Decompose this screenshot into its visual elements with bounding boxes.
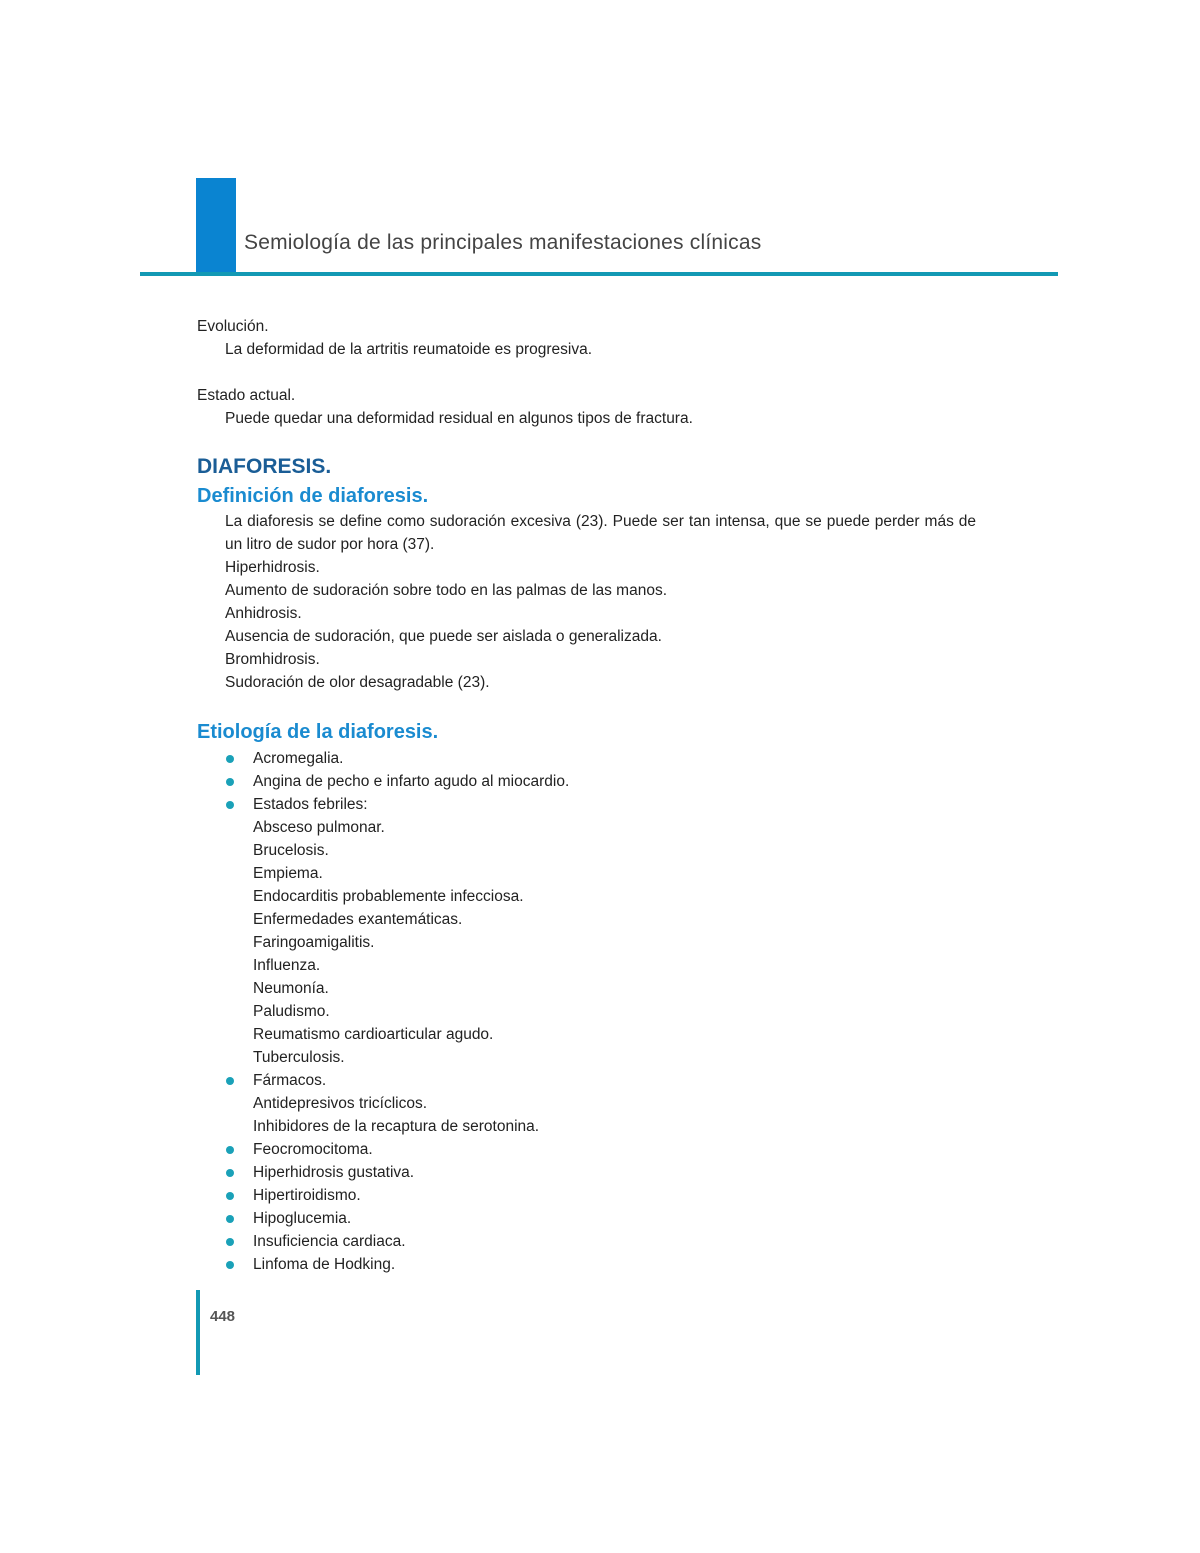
list-item: Hiperhidrosis gustativa. <box>253 1164 415 1181</box>
list-subitem: Antidepresivos tricíclicos. <box>253 1095 428 1112</box>
chapter-title: Semiología de las principales manifestaciones clínicas <box>244 231 762 254</box>
bullet-icon <box>226 1192 234 1200</box>
estado-actual-text: Puede quedar una deformidad residual en algunos tipos de fractura. <box>225 410 693 427</box>
evolucion-text: La deformidad de la artritis reumatoide es progresiva. <box>225 341 593 358</box>
header-accent-bar <box>196 178 236 274</box>
bullet-icon <box>226 1215 234 1223</box>
bullet-icon <box>226 1261 234 1269</box>
list-item: Hipertiroidismo. <box>253 1187 361 1204</box>
definition-bromhidrosis: Sudoración de olor desagradable (23). <box>225 674 490 691</box>
footer-rule <box>196 1290 200 1375</box>
bullet-icon <box>226 801 234 809</box>
list-item: Acromegalia. <box>253 750 344 767</box>
definicion-paragraph: La diaforesis se define como sudoración excesiva (23). Puede ser tan intensa, que se puede perder más de un litro de sudor por hora (37). <box>225 513 976 553</box>
estado-actual-label: Estado actual. <box>197 387 296 404</box>
etiologia-heading: Etiología de la diaforesis. <box>197 721 439 743</box>
list-subitem: Endocarditis probablemente infecciosa. <box>253 888 524 905</box>
bullet-icon <box>226 755 234 763</box>
bullet-icon <box>226 1146 234 1154</box>
evolucion-label: Evolución. <box>197 318 269 335</box>
definition-anhidrosis: Ausencia de sudoración, que puede ser aislada o generalizada. <box>225 628 662 645</box>
list-subitem: Faringoamigalitis. <box>253 934 375 951</box>
list-subitem: Tuberculosis. <box>253 1049 345 1066</box>
list-subitem: Reumatismo cardioarticular agudo. <box>253 1026 494 1043</box>
list-subitem: Empiema. <box>253 865 323 882</box>
list-item: Angina de pecho e infarto agudo al miocardio. <box>253 773 570 790</box>
list-item: Insuficiencia cardiaca. <box>253 1233 406 1250</box>
section-title: DIAFORESIS. <box>197 455 332 478</box>
term-anhidrosis: Anhidrosis. <box>225 605 302 622</box>
definicion-heading: Definición de diaforesis. <box>197 485 429 507</box>
definition-hiperhidrosis: Aumento de sudoración sobre todo en las palmas de las manos. <box>225 582 668 599</box>
list-subitem: Enfermedades exantemáticas. <box>253 911 463 928</box>
bullet-icon <box>226 778 234 786</box>
header-rule <box>140 272 1058 276</box>
bullet-icon <box>226 1077 234 1085</box>
list-item: Feocromocitoma. <box>253 1141 373 1158</box>
list-item: Fármacos. <box>253 1072 327 1089</box>
list-subitem: Paludismo. <box>253 1003 330 1020</box>
term-bromhidrosis: Bromhidrosis. <box>225 651 320 668</box>
list-item: Estados febriles: <box>253 796 368 813</box>
list-subitem: Inhibidores de la recaptura de serotonina. <box>253 1118 540 1135</box>
list-subitem: Neumonía. <box>253 980 329 997</box>
page-number: 448 <box>210 1308 236 1325</box>
list-subitem: Influenza. <box>253 957 321 974</box>
bullet-icon <box>226 1169 234 1177</box>
list-subitem: Brucelosis. <box>253 842 329 859</box>
list-item: Linfoma de Hodking. <box>253 1256 396 1273</box>
list-subitem: Absceso pulmonar. <box>253 819 385 836</box>
bullet-icon <box>226 1238 234 1246</box>
term-hiperhidrosis: Hiperhidrosis. <box>225 559 320 576</box>
list-item: Hipoglucemia. <box>253 1210 352 1227</box>
